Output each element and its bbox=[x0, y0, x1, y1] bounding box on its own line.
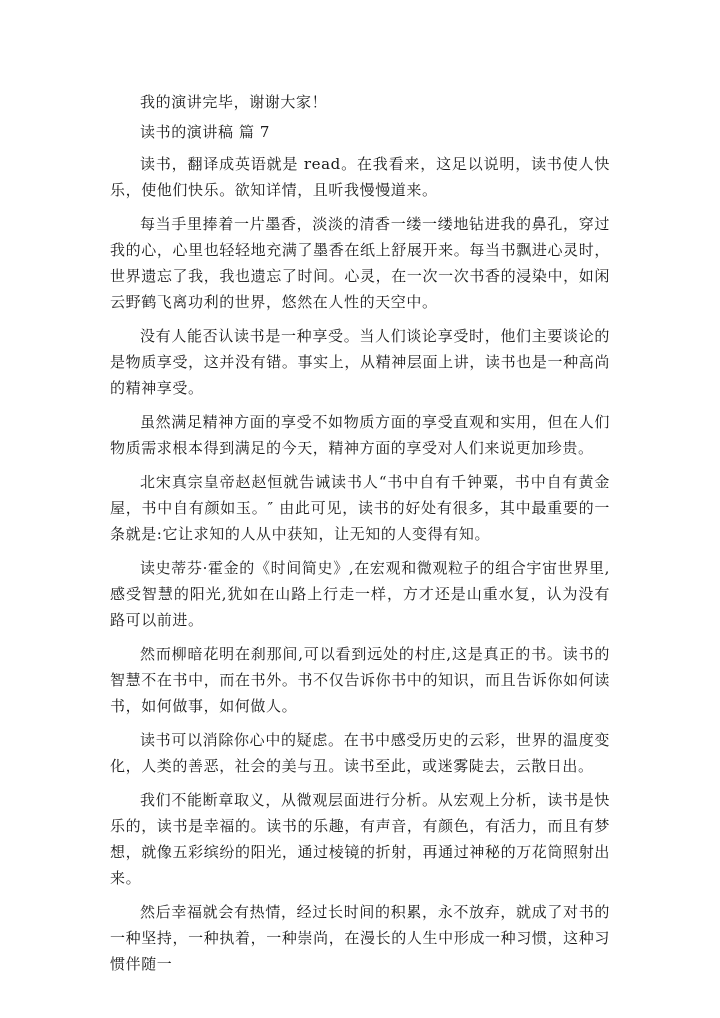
paragraph-4: 虽然满足精神方面的享受不如物质方面的享受直观和实用，但在人们物质需求根本得到满足的今天，精神方面的享受对人们来说更加珍贵。 bbox=[110, 413, 610, 457]
document-body bbox=[110, 89, 610, 985]
closing-line: 我的演讲完毕，谢谢大家！ bbox=[140, 93, 328, 111]
paragraph-7: 然而柳暗花明在刹那间,可以看到远处的村庄,这是真正的书。读书的智慧不在书中，而在书外。书不仅告诉你书中的知识，而且告诉你如何读书，如何做事，如何做人。 bbox=[110, 645, 610, 715]
paragraph-6: 读史蒂芬·霍金的《时间简史》,在宏观和微观粒子的组合宇宙世界里,感受智慧的阳光,犹如在山路上行走一样，方才还是山重水复，认为没有路可以前进。 bbox=[110, 559, 610, 629]
paragraph-9: 我们不能断章取义，从微观层面进行分析。从宏观上分析，读书是快乐的，读书是幸福的。读书的乐趣，有声音，有颜色，有活力，而且有梦想，就像五彩缤纷的阳光，通过棱镜的折射，再通过神秘的万花筒照射出来。 bbox=[110, 791, 610, 887]
paragraph-2: 每当手里捧着一片墨香，淡淡的清香一缕一缕地钻进我的鼻孔，穿过我的心，心里也轻轻地充满了墨香在纸上舒展开来。每当书飘进心灵时，世界遗忘了我，我也遗忘了时间。心灵，在一次一次书香的浸染中，如闲云野鹤飞离功利的世界，悠然在人性的天空中。 bbox=[110, 215, 610, 311]
paragraph-1: 读书，翻译成英语就是 read。在我看来，这足以说明，读书使人快乐，使他们快乐。欲知详情，且听我慢慢道来。 bbox=[110, 155, 610, 199]
paragraph-8: 读书可以消除你心中的疑虑。在书中感受历史的云彩，世界的温度变化，人类的善恶，社会的美与丑。读书至此，或迷雾陡去，云散日出。 bbox=[110, 731, 610, 775]
paragraph-5: 北宋真宗皇帝赵赵恒就告诫读书人“书中自有千钟粟，书中自有黄金屋，书中自有颜如玉。″ 由此可见，读书的好处有很多，其中最重要的一条就是:它让求知的人从中获知，让无知的人变得有知。 bbox=[110, 473, 610, 543]
paragraph-3: 没有人能否认读书是一种享受。当人们谈论享受时，他们主要谈论的是物质享受，这并没有错。事实上，从精神层面上讲，读书也是一种高尚的精神享受。 bbox=[110, 327, 610, 397]
paragraph-10: 然后幸福就会有热情，经过长时间的积累，永不放弃，就成了对书的一种坚持，一种执着，一种崇尚，在漫长的人生中形成一种习惯，这种习惯伴随一 bbox=[110, 903, 610, 973]
section-heading: 读书的演讲稿 篇 7 bbox=[140, 123, 271, 141]
